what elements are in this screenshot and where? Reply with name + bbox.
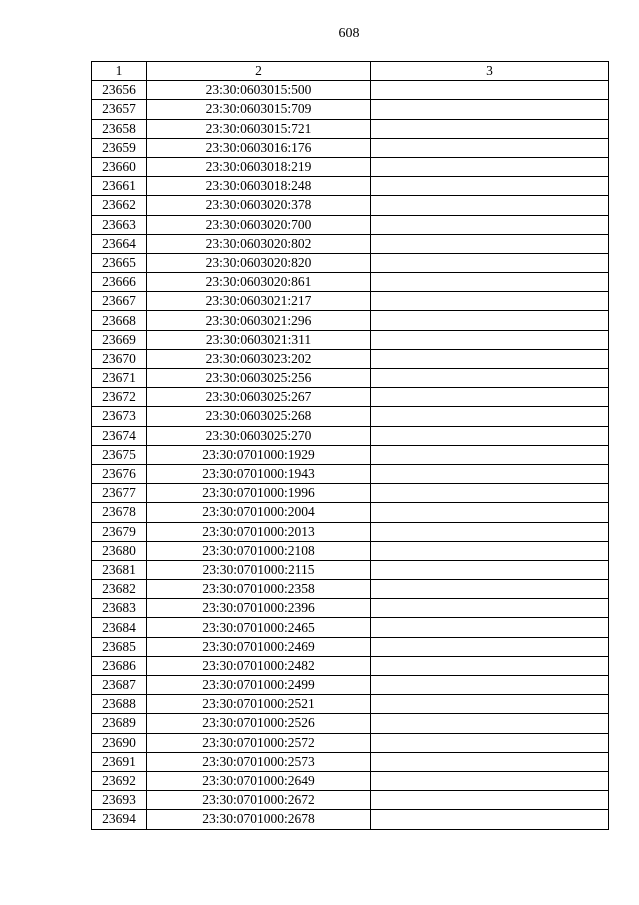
cadastral-number-cell: 23:30:0603015:709 — [147, 100, 371, 119]
note-cell — [371, 810, 609, 829]
row-number-cell: 23656 — [92, 81, 147, 100]
note-cell — [371, 503, 609, 522]
row-number-cell: 23657 — [92, 100, 147, 119]
cadastral-number-cell: 23:30:0603020:861 — [147, 273, 371, 292]
note-cell — [371, 771, 609, 790]
note-cell — [371, 215, 609, 234]
table-row — [92, 234, 609, 253]
cadastral-number-cell: 23:30:0603025:256 — [147, 369, 371, 388]
table-row — [92, 503, 609, 522]
cadastral-number-cell: 23:30:0701000:2678 — [147, 810, 371, 829]
row-number-cell: 23683 — [92, 599, 147, 618]
row-number-cell: 23666 — [92, 273, 147, 292]
note-cell — [371, 330, 609, 349]
row-number-cell: 23673 — [92, 407, 147, 426]
table-row — [92, 599, 609, 618]
row-number-cell: 23678 — [92, 503, 147, 522]
cadastral-number-cell: 23:30:0701000:1929 — [147, 445, 371, 464]
row-number-cell: 23692 — [92, 771, 147, 790]
column-header-2: 2 — [147, 62, 371, 81]
note-cell — [371, 157, 609, 176]
table-row — [92, 771, 609, 790]
row-number-cell: 23664 — [92, 234, 147, 253]
row-number-cell: 23660 — [92, 157, 147, 176]
table-row — [92, 196, 609, 215]
table-header — [92, 62, 609, 81]
cadastral-number-cell: 23:30:0603025:270 — [147, 426, 371, 445]
note-cell — [371, 388, 609, 407]
note-cell — [371, 560, 609, 579]
cadastral-number-cell: 23:30:0701000:1996 — [147, 484, 371, 503]
cadastral-number-cell: 23:30:0701000:2108 — [147, 541, 371, 560]
table-row — [92, 752, 609, 771]
cadastral-number-cell: 23:30:0603023:202 — [147, 349, 371, 368]
table-row — [92, 369, 609, 388]
note-cell — [371, 196, 609, 215]
cadastral-number-cell: 23:30:0603025:268 — [147, 407, 371, 426]
cadastral-number-cell: 23:30:0701000:2358 — [147, 580, 371, 599]
cadastral-number-cell: 23:30:0701000:2396 — [147, 599, 371, 618]
table-row — [92, 695, 609, 714]
note-cell — [371, 676, 609, 695]
note-cell — [371, 464, 609, 483]
row-number-cell: 23661 — [92, 177, 147, 196]
note-cell — [371, 484, 609, 503]
note-cell — [371, 618, 609, 637]
cadastral-number-cell: 23:30:0701000:2465 — [147, 618, 371, 637]
note-cell — [371, 100, 609, 119]
row-number-cell: 23659 — [92, 138, 147, 157]
cadastral-number-cell: 23:30:0701000:2672 — [147, 791, 371, 810]
row-number-cell: 23681 — [92, 560, 147, 579]
table-row — [92, 733, 609, 752]
cadastral-number-cell: 23:30:0603020:378 — [147, 196, 371, 215]
note-cell — [371, 656, 609, 675]
cadastral-number-cell: 23:30:0603021:217 — [147, 292, 371, 311]
note-cell — [371, 599, 609, 618]
note-cell — [371, 695, 609, 714]
table-row — [92, 311, 609, 330]
row-number-cell: 23680 — [92, 541, 147, 560]
table-row — [92, 177, 609, 196]
note-cell — [371, 522, 609, 541]
note-cell — [371, 445, 609, 464]
note-cell — [371, 138, 609, 157]
note-cell — [371, 119, 609, 138]
row-number-cell: 23685 — [92, 637, 147, 656]
table-row — [92, 714, 609, 733]
data-table — [91, 61, 609, 830]
cadastral-number-cell: 23:30:0603020:802 — [147, 234, 371, 253]
table-row — [92, 618, 609, 637]
cadastral-number-cell: 23:30:0701000:2004 — [147, 503, 371, 522]
table-row — [92, 484, 609, 503]
table-row — [92, 119, 609, 138]
cadastral-number-cell: 23:30:0603020:700 — [147, 215, 371, 234]
note-cell — [371, 541, 609, 560]
row-number-cell: 23682 — [92, 580, 147, 599]
note-cell — [371, 407, 609, 426]
column-header-1: 1 — [92, 62, 147, 81]
row-number-cell: 23675 — [92, 445, 147, 464]
table-row — [92, 580, 609, 599]
note-cell — [371, 81, 609, 100]
table-row — [92, 157, 609, 176]
table-row — [92, 81, 609, 100]
row-number-cell: 23691 — [92, 752, 147, 771]
cadastral-number-cell: 23:30:0603021:311 — [147, 330, 371, 349]
table-row — [92, 656, 609, 675]
note-cell — [371, 349, 609, 368]
note-cell — [371, 752, 609, 771]
row-number-cell: 23677 — [92, 484, 147, 503]
row-number-cell: 23671 — [92, 369, 147, 388]
column-header-3: 3 — [371, 62, 609, 81]
cadastral-number-cell: 23:30:0701000:2649 — [147, 771, 371, 790]
row-number-cell: 23667 — [92, 292, 147, 311]
row-number-cell: 23676 — [92, 464, 147, 483]
note-cell — [371, 369, 609, 388]
row-number-cell: 23665 — [92, 253, 147, 272]
cadastral-number-cell: 23:30:0603020:820 — [147, 253, 371, 272]
table-row — [92, 349, 609, 368]
row-number-cell: 23689 — [92, 714, 147, 733]
note-cell — [371, 791, 609, 810]
page-number: 608 — [338, 26, 360, 41]
table-row — [92, 464, 609, 483]
cadastral-number-cell: 23:30:0603025:267 — [147, 388, 371, 407]
cadastral-number-cell: 23:30:0701000:2526 — [147, 714, 371, 733]
note-cell — [371, 637, 609, 656]
cadastral-number-cell: 23:30:0603021:296 — [147, 311, 371, 330]
table-row — [92, 541, 609, 560]
cadastral-number-cell: 23:30:0603015:500 — [147, 81, 371, 100]
cadastral-number-cell: 23:30:0701000:2573 — [147, 752, 371, 771]
table-row — [92, 560, 609, 579]
row-number-cell: 23668 — [92, 311, 147, 330]
table-row — [92, 445, 609, 464]
table-row — [92, 100, 609, 119]
table-row — [92, 388, 609, 407]
cadastral-number-cell: 23:30:0603016:176 — [147, 138, 371, 157]
row-number-cell: 23690 — [92, 733, 147, 752]
row-number-cell: 23670 — [92, 349, 147, 368]
note-cell — [371, 714, 609, 733]
note-cell — [371, 273, 609, 292]
row-number-cell: 23679 — [92, 522, 147, 541]
row-number-cell: 23674 — [92, 426, 147, 445]
cadastral-number-cell: 23:30:0701000:2521 — [147, 695, 371, 714]
note-cell — [371, 580, 609, 599]
note-cell — [371, 311, 609, 330]
table-row — [92, 791, 609, 810]
cadastral-number-cell: 23:30:0701000:2013 — [147, 522, 371, 541]
row-number-cell: 23662 — [92, 196, 147, 215]
table-row — [92, 637, 609, 656]
cadastral-number-cell: 23:30:0701000:1943 — [147, 464, 371, 483]
note-cell — [371, 234, 609, 253]
cadastral-number-cell: 23:30:0701000:2469 — [147, 637, 371, 656]
row-number-cell: 23658 — [92, 119, 147, 138]
row-number-cell: 23688 — [92, 695, 147, 714]
note-cell — [371, 253, 609, 272]
cadastral-number-cell: 23:30:0603018:248 — [147, 177, 371, 196]
row-number-cell: 23684 — [92, 618, 147, 637]
note-cell — [371, 292, 609, 311]
table-row — [92, 273, 609, 292]
row-number-cell: 23669 — [92, 330, 147, 349]
table-row — [92, 810, 609, 829]
note-cell — [371, 177, 609, 196]
table-row — [92, 215, 609, 234]
cadastral-number-cell: 23:30:0701000:2572 — [147, 733, 371, 752]
table-row — [92, 253, 609, 272]
row-number-cell: 23687 — [92, 676, 147, 695]
row-number-cell: 23694 — [92, 810, 147, 829]
table-row — [92, 676, 609, 695]
row-number-cell: 23686 — [92, 656, 147, 675]
cadastral-number-cell: 23:30:0603015:721 — [147, 119, 371, 138]
note-cell — [371, 733, 609, 752]
note-cell — [371, 426, 609, 445]
cadastral-number-cell: 23:30:0701000:2482 — [147, 656, 371, 675]
cadastral-number-cell: 23:30:0701000:2115 — [147, 560, 371, 579]
header-row — [92, 62, 609, 81]
table-row — [92, 138, 609, 157]
table-row — [92, 522, 609, 541]
row-number-cell: 23693 — [92, 791, 147, 810]
row-number-cell: 23663 — [92, 215, 147, 234]
table-body — [92, 81, 609, 829]
row-number-cell: 23672 — [92, 388, 147, 407]
table-row — [92, 426, 609, 445]
table-row — [92, 330, 609, 349]
cadastral-number-cell: 23:30:0603018:219 — [147, 157, 371, 176]
cadastral-number-cell: 23:30:0701000:2499 — [147, 676, 371, 695]
table-row — [92, 407, 609, 426]
table-row — [92, 292, 609, 311]
